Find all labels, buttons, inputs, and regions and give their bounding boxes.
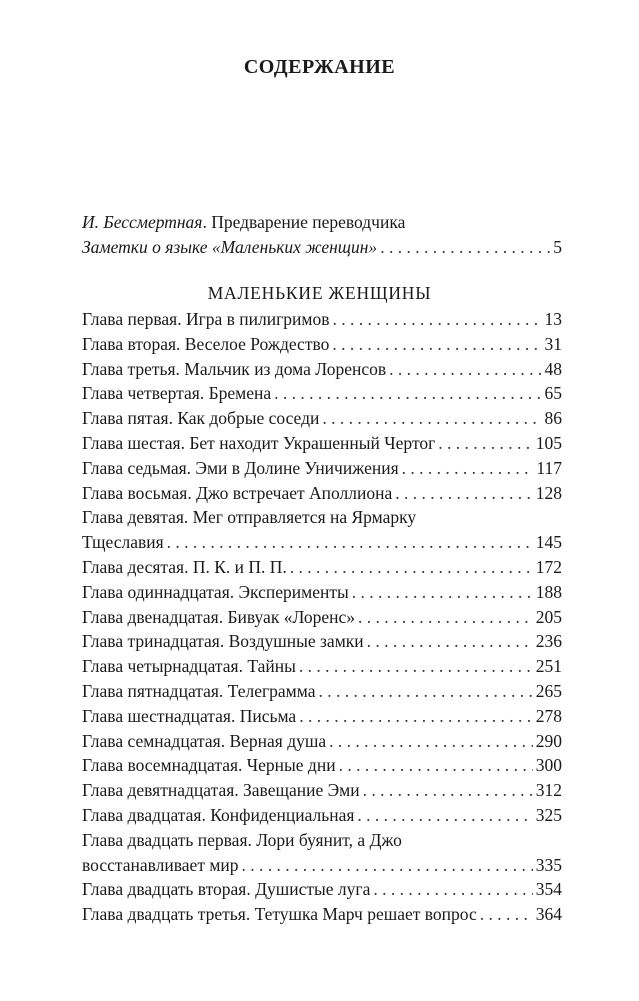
toc-entry-title: Глава четырнадцатая. Тайны: [82, 656, 296, 677]
toc-entry-title: Глава шестая. Бет находит Украшенный Чертог: [82, 432, 436, 453]
toc-entry: [82, 505, 562, 555]
dot-leader: [480, 902, 533, 927]
preface-block: [82, 210, 562, 260]
toc-entry: [82, 753, 562, 778]
toc-entry: [82, 803, 562, 828]
toc-entry-row: [82, 580, 562, 605]
dot-leader: [395, 481, 532, 506]
preface-line: [82, 210, 562, 235]
toc-entry-page: 265: [535, 680, 562, 701]
dot-leader: [358, 605, 533, 630]
toc-entry: [82, 555, 562, 580]
toc-entry-row: [82, 530, 562, 555]
toc-entry-row: [82, 853, 562, 878]
dot-leader: [367, 629, 533, 654]
toc-entry: [82, 307, 562, 332]
toc-entry-title: Глава девятнадцатая. Завещание Эми: [82, 780, 360, 801]
toc-entry-title: восстанавливает мир: [82, 854, 239, 875]
preface-notes-title: Заметки о языке «Маленьких женщин»: [82, 237, 378, 257]
toc-entry-page: 335: [535, 854, 562, 875]
toc-entry-page: 251: [535, 656, 562, 677]
dot-leader: [438, 431, 532, 456]
dot-leader: [322, 406, 541, 431]
dot-leader: [242, 853, 533, 878]
dot-leader: [380, 235, 550, 260]
toc-entry-title: Глава седьмая. Эми в Долине Уничижения: [82, 457, 399, 478]
toc-entry-page: 31: [544, 333, 562, 354]
toc-entry-row: [82, 307, 562, 332]
toc-entry-row: [82, 753, 562, 778]
toc-entry-row: [82, 605, 562, 630]
toc-entry-page: 290: [535, 730, 562, 751]
toc-entry-page: 188: [535, 581, 562, 602]
toc-entry-row: [82, 381, 562, 406]
toc-entry-row: [82, 332, 562, 357]
toc-entry-page: 236: [535, 631, 562, 652]
toc-entry-row: [82, 431, 562, 456]
toc-entry-title: Глава восемнадцатая. Черные дни: [82, 755, 336, 776]
toc-entry-page: 354: [535, 879, 562, 900]
dot-leader: [299, 704, 533, 729]
toc-entry: [82, 357, 562, 382]
toc-entry: [82, 828, 562, 878]
toc-entry-page: 205: [535, 606, 562, 627]
dot-leader: [373, 877, 532, 902]
toc-entry-page: 278: [535, 705, 562, 726]
toc-entry: [82, 679, 562, 704]
toc-entry: [82, 729, 562, 754]
toc-entry-title: Глава двадцатая. Конфиденциальная: [82, 804, 355, 825]
toc-entry-title-line: Глава девятая. Мег отправляется на Ярмарку: [82, 507, 417, 528]
toc-entry-row: [82, 778, 562, 803]
section-heading: МАЛЕНЬКИЕ ЖЕНЩИНЫ: [207, 283, 432, 303]
toc-entry-row: [82, 877, 562, 902]
toc-entry: [82, 381, 562, 406]
toc-entry-row: [82, 456, 562, 481]
toc-entry-title-line: Глава двадцать первая. Лори буянит, а Джо: [82, 829, 402, 850]
toc-entry-page: 172: [535, 556, 562, 577]
dot-leader: [339, 753, 533, 778]
dot-leader: [329, 729, 533, 754]
toc-entry-row: [82, 629, 562, 654]
dot-leader: [402, 456, 534, 481]
toc-entry-page: 117: [536, 457, 562, 478]
toc-entry: [82, 902, 562, 927]
dot-leader: [318, 679, 532, 704]
toc-entry-row: [82, 729, 562, 754]
toc-entry-title: Глава двенадцатая. Бивуак «Лоренс»: [82, 606, 356, 627]
toc-entry: [82, 877, 562, 902]
toc-entry-row: [82, 704, 562, 729]
toc-entry-page: 105: [535, 432, 562, 453]
toc-entry-page: 325: [535, 804, 562, 825]
toc-entry-page: 128: [535, 482, 562, 503]
dot-leader: [274, 381, 541, 406]
preface-notes-row: [82, 235, 562, 260]
toc-entry-row: [82, 357, 562, 382]
dot-leader: [363, 778, 533, 803]
dot-leader: [389, 357, 541, 382]
toc-entry-row: [82, 481, 562, 506]
toc-entry-title: Глава одиннадцатая. Эксперименты: [82, 581, 349, 602]
toc-entry-title: Глава двадцать третья. Тетушка Марч решает вопрос: [82, 904, 477, 925]
toc-entry-page: 86: [544, 408, 562, 429]
toc-entry-row: [82, 803, 562, 828]
dot-leader: [167, 530, 533, 555]
toc-entry-title: Глава вторая. Веселое Рождество: [82, 333, 330, 354]
toc-entry-title: Глава шестнадцатая. Письма: [82, 705, 297, 726]
table-of-contents: [82, 307, 562, 927]
dot-leader: [299, 654, 533, 679]
toc-entry: [82, 605, 562, 630]
toc-entry: [82, 481, 562, 506]
toc-entry-page: 364: [535, 904, 562, 925]
toc-entry: [82, 580, 562, 605]
toc-entry: [82, 332, 562, 357]
toc-entry-title: Глава восьмая. Джо встречает Аполлиона: [82, 482, 393, 503]
dot-leader: [352, 580, 533, 605]
toc-entry-row: [82, 679, 562, 704]
dot-leader: [332, 332, 541, 357]
toc-entry: [82, 654, 562, 679]
toc-entry-row: [82, 654, 562, 679]
toc-entry-page: 300: [535, 755, 562, 776]
toc-entry: [82, 629, 562, 654]
toc-entry-row: [82, 555, 562, 580]
toc-entry-page: 65: [544, 383, 562, 404]
dot-leader: [357, 803, 532, 828]
toc-entry: [82, 704, 562, 729]
toc-entry-page: 48: [544, 358, 562, 379]
toc-entry-title: Тщеславия: [82, 532, 164, 553]
preface-title: . Предварение переводчика: [202, 212, 406, 232]
toc-entry: [82, 406, 562, 431]
toc-entry-page: 13: [544, 309, 562, 329]
toc-entry-title: Глава семнадцатая. Верная душа: [82, 730, 327, 751]
toc-entry: [82, 778, 562, 803]
dot-leader: [290, 555, 533, 580]
toc-entry-title: Глава первая. Игра в пилигримов: [82, 309, 330, 329]
page-title: СОДЕРЖАНИЕ: [243, 56, 396, 78]
toc-entry-page: 145: [535, 532, 562, 553]
toc-entry-title: Глава десятая. П. К. и П. П.: [82, 556, 287, 577]
preface-author: И. Бессмертная: [82, 212, 203, 232]
dot-leader: [333, 307, 542, 332]
toc-entry-title: Глава третья. Мальчик из дома Лоренсов: [82, 358, 387, 379]
toc-entry-page: 312: [535, 780, 562, 801]
toc-entry: [82, 456, 562, 481]
toc-entry-title: Глава тринадцатая. Воздушные замки: [82, 631, 364, 652]
toc-entry-title: Глава двадцать вторая. Душистые луга: [82, 879, 371, 900]
preface-notes-page: 5: [553, 237, 562, 257]
toc-entry-row: [82, 406, 562, 431]
toc-entry-title: Глава четвертая. Бремена: [82, 383, 272, 404]
toc-entry-title: Глава пятнадцатая. Телеграмма: [82, 680, 316, 701]
toc-entry: [82, 431, 562, 456]
toc-entry-row: [82, 902, 562, 927]
toc-entry-title: Глава пятая. Как добрые соседи: [82, 408, 320, 429]
